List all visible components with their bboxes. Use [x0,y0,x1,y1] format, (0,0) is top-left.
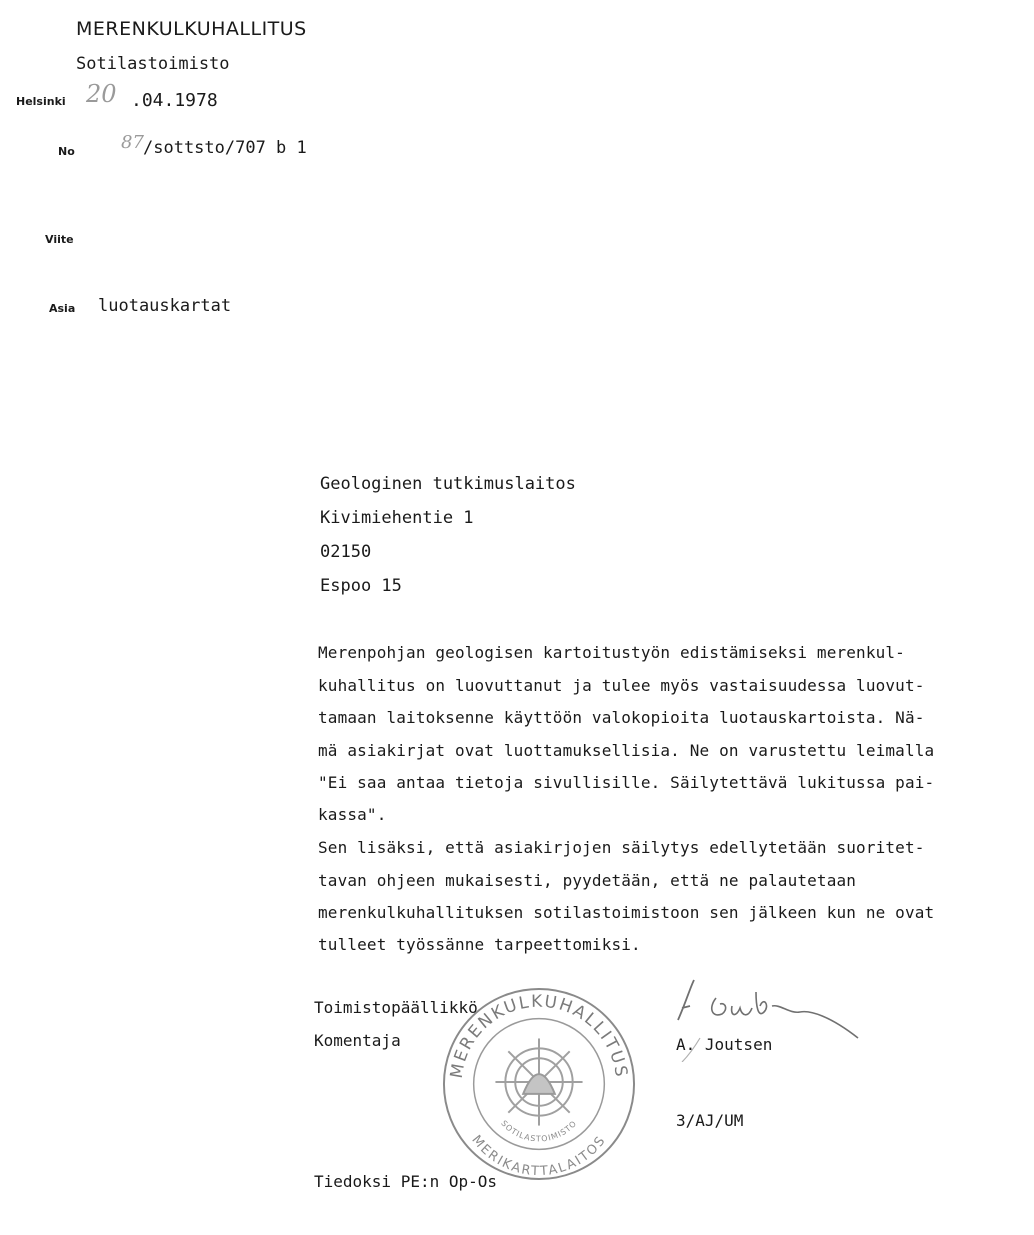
reference-code: 3/AJ/UM [676,1111,744,1130]
closing-rank: Komentaja [314,1031,401,1050]
recipient-line: Kivimiehentie 1 [320,508,474,528]
recipient-line: 02150 [320,542,372,562]
ships-wheel-icon [495,1038,582,1125]
body-line: Sen lisäksi, että asiakirjojen säilytys edellytetään suoritet- [318,838,925,857]
recipient-line: Geologinen tutkimuslaitos [320,474,576,494]
body-line: mä asiakirjat ovat luottamuksellisia. Ne on varustettu leimalla [318,741,935,760]
body-line: "Ei saa antaa tietoja sivullisille. Säilytettävä lukitussa pai- [318,773,935,792]
stamp-outer-text: MERENKULKUHALLITUS [445,990,633,1080]
reference-label: Viite [45,233,74,246]
recipient-line: Espoo 15 [320,576,402,596]
date-typed: .04.1978 [131,90,218,111]
number-label: No [58,145,75,158]
body-line: kuhallitus on luovuttanut ja tulee myös vastaisuudessa luovut- [318,676,925,695]
number-typed: /sottsto/707 b 1 [143,138,307,158]
date-handwritten-day: 20 [86,80,117,108]
place-label: Helsinki [16,95,66,108]
body-line: Merenpohjan geologisen kartoitustyön edistämiseksi merenkul- [318,643,905,662]
body-line: merenkulkuhallituksen sotilastoimistoon sen jälkeen kun ne ovat [318,903,935,922]
body-line: kassa". [318,805,387,824]
body-line: tamaan laitoksenne käyttöön valokopioita luotauskartoista. Nä- [318,708,925,727]
closing-title: Toimistopäällikkö [314,998,478,1017]
body-line: tulleet työssänne tarpeettomiksi. [318,935,641,954]
stamp-bottom-text: MERIKARTTALAITOS [468,1132,610,1180]
subject-text: luotauskartat [98,296,232,316]
organization-name: MERENKULKUHALLITUS [76,18,307,40]
number-handwritten: 87 [121,132,144,153]
distribution-note: Tiedoksi PE:n Op-Os [314,1172,498,1191]
subject-label: Asia [49,302,76,315]
signatory-name: A. Joutsen [676,1035,773,1054]
department-name: Sotilastoimisto [76,54,230,74]
body-line: tavan ohjeen mukaisesti, pyydetään, että ne palautetaan [318,871,857,890]
stamp-inner-text: SOTILASTOIMISTO [499,1118,579,1144]
